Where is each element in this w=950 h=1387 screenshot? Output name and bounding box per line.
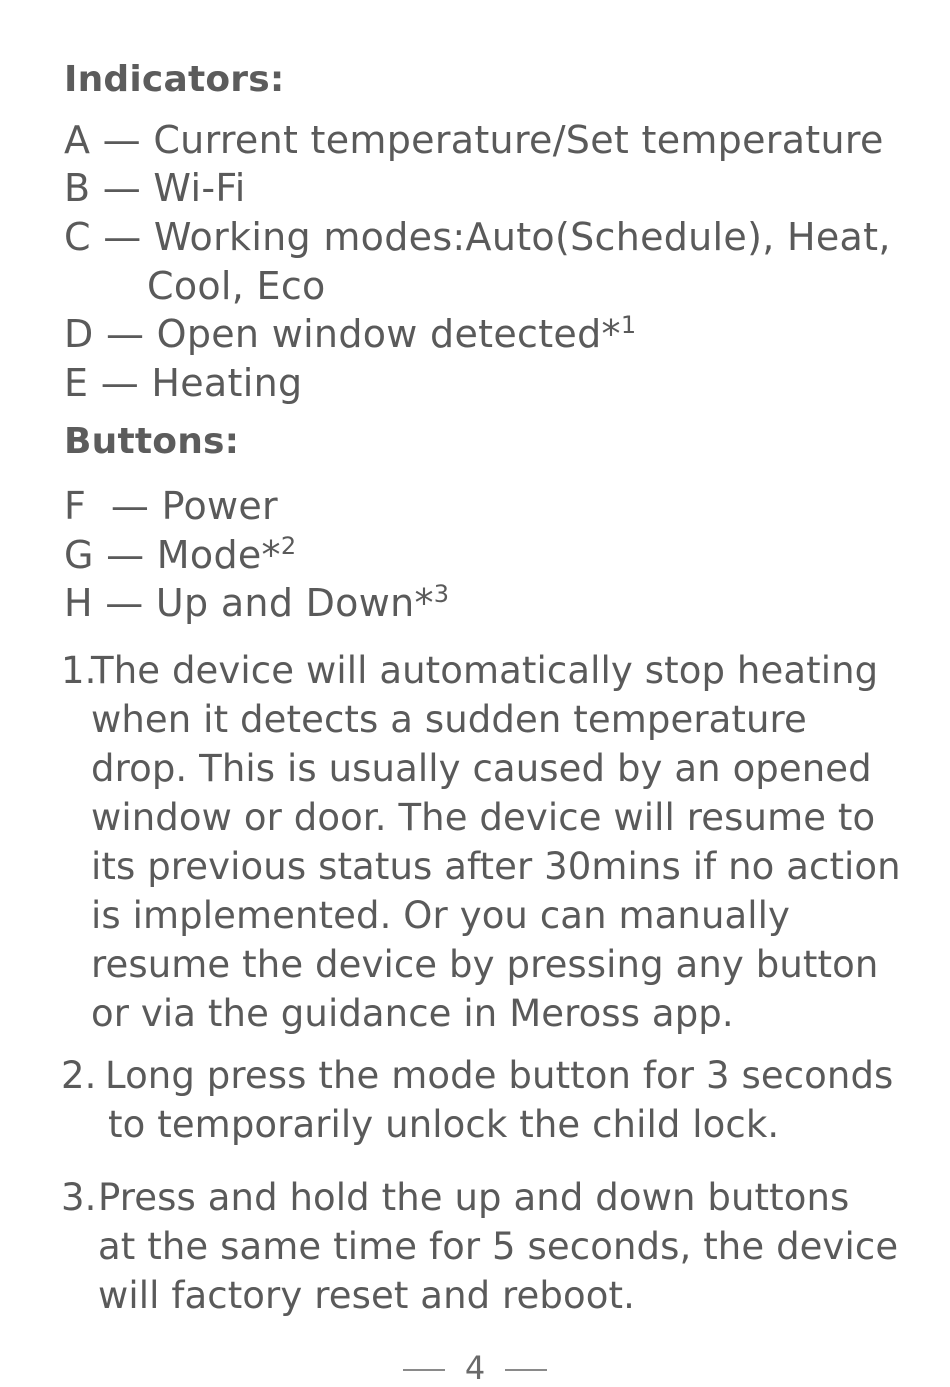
footnote-3-line: at the same time for 5 seconds, the device (98, 1225, 899, 1268)
indicator-c-continued-text: Cool, Eco (147, 264, 326, 308)
footnote-1-line: The device will automatically stop heating (91, 649, 879, 692)
footnote-1-line: or via the guidance in Meross app. (91, 992, 734, 1035)
footnote-1-line: its previous status after 30mins if no action (91, 845, 901, 888)
button-g-text: G — Mode* (64, 533, 281, 577)
button-f (64, 484, 278, 528)
footnote-2-number: 2. (61, 1054, 97, 1097)
footnote-1-line: resume the device by pressing any button (91, 943, 879, 986)
indicator-e (64, 361, 302, 405)
indicator-b-text: B — Wi-Fi (64, 166, 246, 210)
button-h (64, 581, 449, 625)
footnote-1-number: 1. (61, 649, 97, 692)
page-number: 4 (464, 1349, 486, 1387)
indicator-d-text: D — Open window detected* (64, 312, 621, 356)
button-g (64, 533, 296, 577)
indicator-a-text: A — Current temperature/Set temperature (64, 118, 884, 162)
footnote-1-line: drop. This is usually caused by an opened (91, 747, 872, 790)
indicator-d (64, 312, 636, 356)
footnote-3-line: will factory reset and reboot. (98, 1274, 635, 1317)
button-g-footnote-mark: 2 (280, 532, 297, 560)
footnote-1-line: window or door. The device will resume to (91, 796, 876, 839)
indicator-c (64, 215, 891, 259)
indicator-c-continued (147, 264, 326, 308)
footnote-1-line: when it detects a sudden temperature (91, 698, 807, 741)
footnote-3 (61, 1173, 899, 1320)
indicator-d-footnote-mark: 1 (620, 311, 637, 339)
button-h-footnote-mark: 3 (433, 580, 450, 608)
footer-left-rule (403, 1369, 445, 1371)
footnote-3-number: 3. (61, 1176, 97, 1219)
indicator-b (64, 166, 246, 210)
footnote-1-line: is implemented. Or you can manually (91, 894, 791, 937)
buttons-heading: Buttons: (64, 421, 240, 462)
indicators-heading: Indicators: (64, 59, 285, 100)
footnote-2-line: to temporarily unlock the child lock. (108, 1103, 780, 1146)
footnote-1 (61, 646, 901, 1038)
footnote-2 (61, 1051, 894, 1149)
indicator-c-text: C — Working modes:Auto(Schedule), Heat, (64, 215, 891, 259)
footnote-2-line: Long press the mode button for 3 seconds (105, 1054, 894, 1097)
indicator-e-text: E — Heating (64, 361, 303, 405)
button-f-text: F — Power (64, 484, 278, 528)
footnote-3-line: Press and hold the up and down buttons (98, 1176, 850, 1219)
indicator-a (64, 118, 884, 162)
button-h-text: H — Up and Down* (64, 581, 434, 625)
footer-right-rule (505, 1369, 547, 1371)
